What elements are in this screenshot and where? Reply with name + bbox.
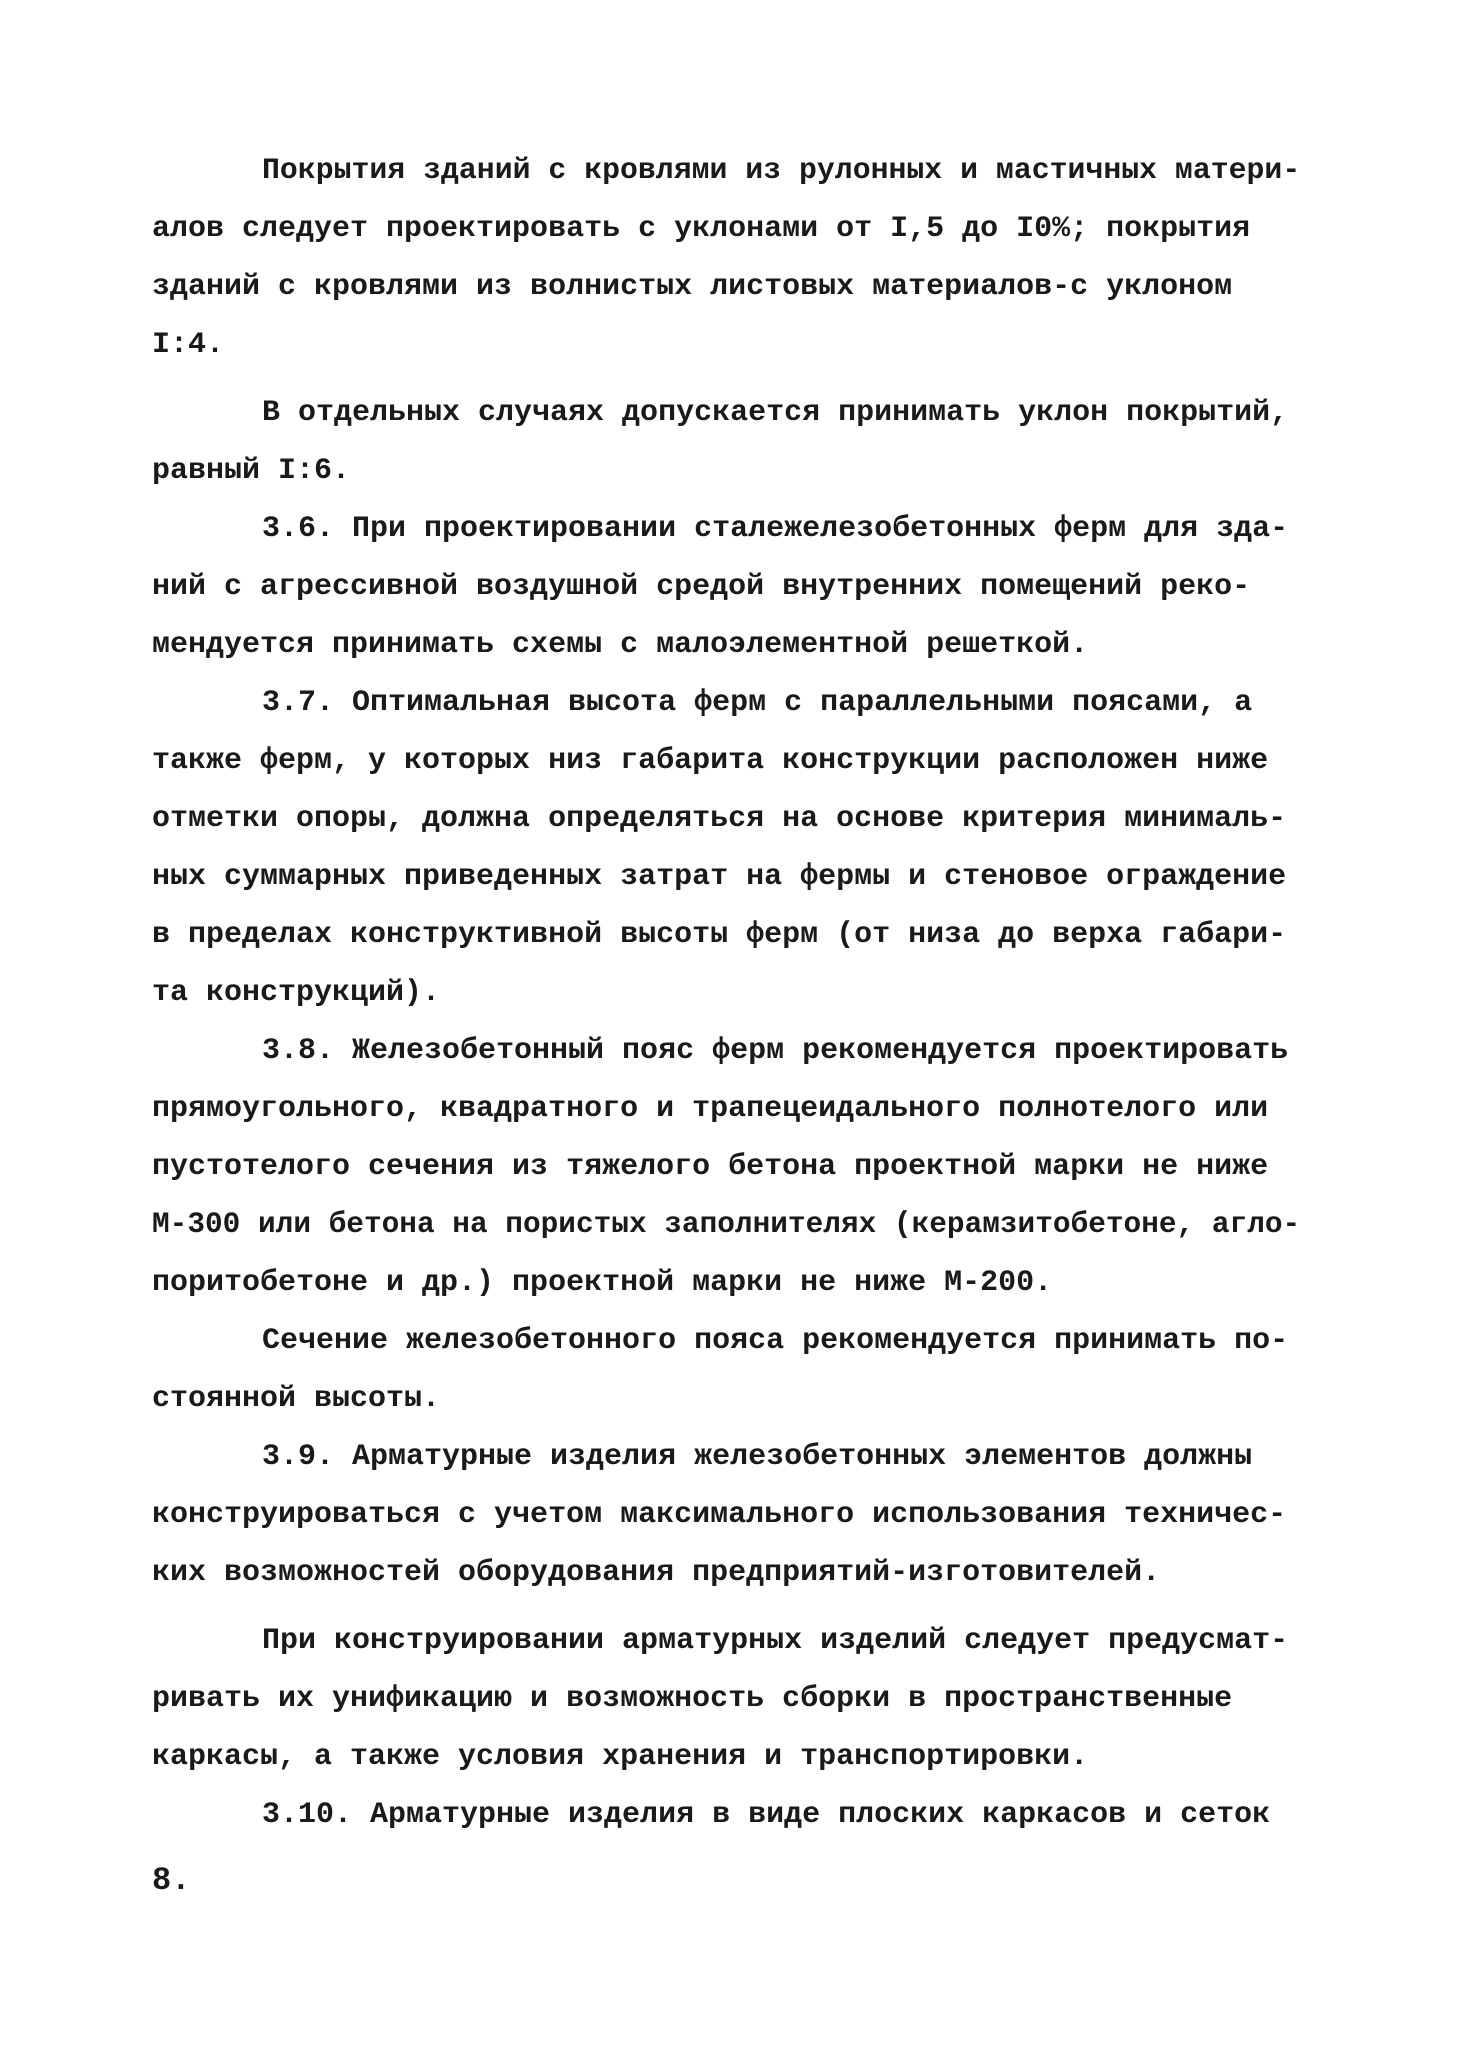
text-line: ких возможностей оборудования предприятий-изготовителей. [152,1556,1161,1590]
text-line: пустотелого сечения из тяжелого бетона проектной марки не ниже [152,1150,1269,1184]
text-line: в пределах конструктивной высоты ферм (от низа до верха габари- [152,918,1287,952]
text-line: 3.7. Оптимальная высота ферм с параллельными поясами, а [262,686,1253,720]
text-line: Сечение железобетонного пояса рекомендуется принимать по- [262,1324,1289,1358]
text-line: стоянной высоты. [152,1382,441,1416]
text-line: также ферм, у которых низ габарита конструкции расположен ниже [152,744,1269,778]
text-line: ний с агрессивной воздушной средой внутренних помещений реко- [152,570,1251,604]
text-line: поритобетоне и др.) проектной марки не ниже М-200. [152,1266,1053,1300]
text-line: 3.10. Арматурные изделия в виде плоских каркасов и сеток [262,1798,1271,1832]
text-line: зданий с кровлями из волнистых листовых материалов-с уклоном [152,270,1233,304]
text-line: Покрытия зданий с кровлями из рулонных и мастичных матери- [262,154,1301,188]
text-line: прямоугольного, квадратного и трапецеидального полнотелого или [152,1092,1269,1126]
text-line: М-300 или бетона на пористых заполнителях (керамзитобетоне, агло- [152,1208,1301,1242]
text-line: В отдельных случаях допускается принимать уклон покрытий, [262,396,1289,430]
text-line: отметки опоры, должна определяться на основе критерия минималь- [152,802,1287,836]
text-line: 3.6. При проектировании сталежелезобетонных ферм для зда- [262,512,1289,546]
text-line: При конструировании арматурных изделий следует предусмат- [262,1624,1289,1658]
text-line: мендуется принимать схемы с малоэлементной решеткой. [152,628,1089,662]
text-line: ривать их унификацию и возможность сборки в пространственные [152,1682,1233,1716]
text-line: 3.9. Арматурные изделия железобетонных элементов должны [262,1440,1253,1474]
page-number: 8. [152,1862,191,1899]
text-line: та конструкций). [152,976,441,1010]
text-line: ных суммарных приведенных затрат на фермы и стеновое ограждение [152,860,1287,894]
text-line: конструироваться с учетом максимального использования техничес- [152,1498,1287,1532]
text-line: равный I:6. [152,454,351,488]
text-line: 3.8. Железобетонный пояс ферм рекомендуется проектировать [262,1034,1289,1068]
text-line: алов следует проектировать с уклонами от I,5 до I0%; покрытия [152,212,1251,246]
text-line: I:4. [152,328,225,362]
text-line: каркасы, а также условия хранения и транспортировки. [152,1740,1089,1774]
